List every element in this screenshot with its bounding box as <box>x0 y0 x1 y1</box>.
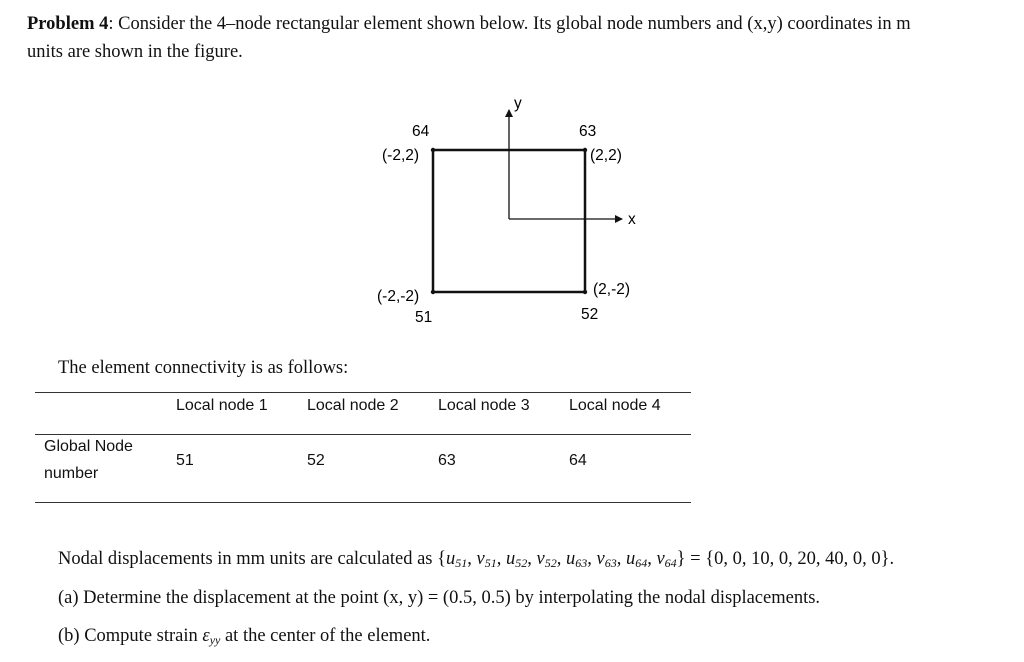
node-marker-63 <box>583 148 587 152</box>
node-marker-64 <box>431 148 435 152</box>
node-marker-51 <box>431 290 435 294</box>
part-b-suffix: at the center of the element. <box>224 626 431 646</box>
node-marker-52 <box>583 290 587 294</box>
node-coords-52: (2,-2) <box>593 281 631 298</box>
dof-v51: $v_{51}$ <box>476 549 497 570</box>
dof-v63: $v_{63}$ <box>596 549 617 570</box>
part-a-prefix: (a) Determine the displacement at the point <box>58 588 379 608</box>
table-bottom-rule <box>35 502 691 503</box>
node-number-52: 52 <box>581 306 599 323</box>
dof-v52: $v_{52}$ <box>536 549 557 570</box>
connectivity-intro: The element connectivity is as follows: <box>58 358 349 378</box>
dof-u52: $u_{52}$ <box>506 549 528 570</box>
global-node-value-1: 51 <box>176 452 194 469</box>
header-local-node-2: Local node 2 <box>307 397 399 414</box>
dof-u63: $u_{63}$ <box>565 549 588 570</box>
node-number-51: 51 <box>415 309 433 326</box>
part-b <box>58 626 430 648</box>
strain-symbol: $\varepsilon_{yy}$ <box>202 626 221 647</box>
y-axis-label: y <box>514 95 522 112</box>
header-local-node-4: Local node 4 <box>569 397 661 414</box>
displacements-intro: Nodal displacements in mm units are calculated as <box>58 549 433 569</box>
table-top-rule <box>35 392 691 393</box>
dof-u64: $u_{64}$ <box>625 549 648 570</box>
problem-label: Problem 4 <box>27 14 109 34</box>
row-label-line2: number <box>44 465 99 482</box>
displacements-equals: = <box>690 549 701 569</box>
node-coords-64: (-2,2) <box>382 147 420 164</box>
global-node-value-3: 63 <box>438 452 456 469</box>
part-a-suffix: by interpolating the nodal displacements. <box>515 588 821 608</box>
displacements-values: {0, 0, 10, 0, 20, 40, 0, 0}. <box>705 549 895 569</box>
node-number-63: 63 <box>579 123 597 140</box>
dof-v64: $v_{64}$ <box>656 549 677 570</box>
dof-u51: $u_{51}$ <box>446 549 468 570</box>
part-a <box>58 588 820 609</box>
problem-text-line2: units are shown in the figure. <box>27 42 243 62</box>
table-header-rule <box>35 434 691 435</box>
x-axis-label: x <box>628 211 636 228</box>
header-local-node-3: Local node 3 <box>438 397 530 414</box>
node-coords-51: (-2,-2) <box>377 288 420 305</box>
problem-text-line1: : Consider the 4–node rectangular element shown below. Its global node numbers and (x,y) coordinates in m <box>108 14 911 34</box>
global-node-value-2: 52 <box>307 452 325 469</box>
displacements-line: Nodal displacements in mm units are calculated as {$u_{51}$, $v_{51}$, $u_{52}$, $v_{52}$, $u_{63}$, $v_{63}$, $u_{64}$, $v_{64}\} = \{0$, 0, 10, 0, 20, 40, 0, 0}. <box>58 549 895 570</box>
row-label-line1: Global Node <box>44 438 133 455</box>
node-number-64: 64 <box>412 123 430 140</box>
header-local-node-1: Local node 1 <box>176 397 268 414</box>
part-b-prefix: (b) Compute strain <box>58 626 198 646</box>
global-node-value-4: 64 <box>569 452 587 469</box>
part-a-point: (x, y) = (0.5, 0.5) <box>383 588 511 608</box>
node-coords-63: (2,2) <box>590 147 622 164</box>
